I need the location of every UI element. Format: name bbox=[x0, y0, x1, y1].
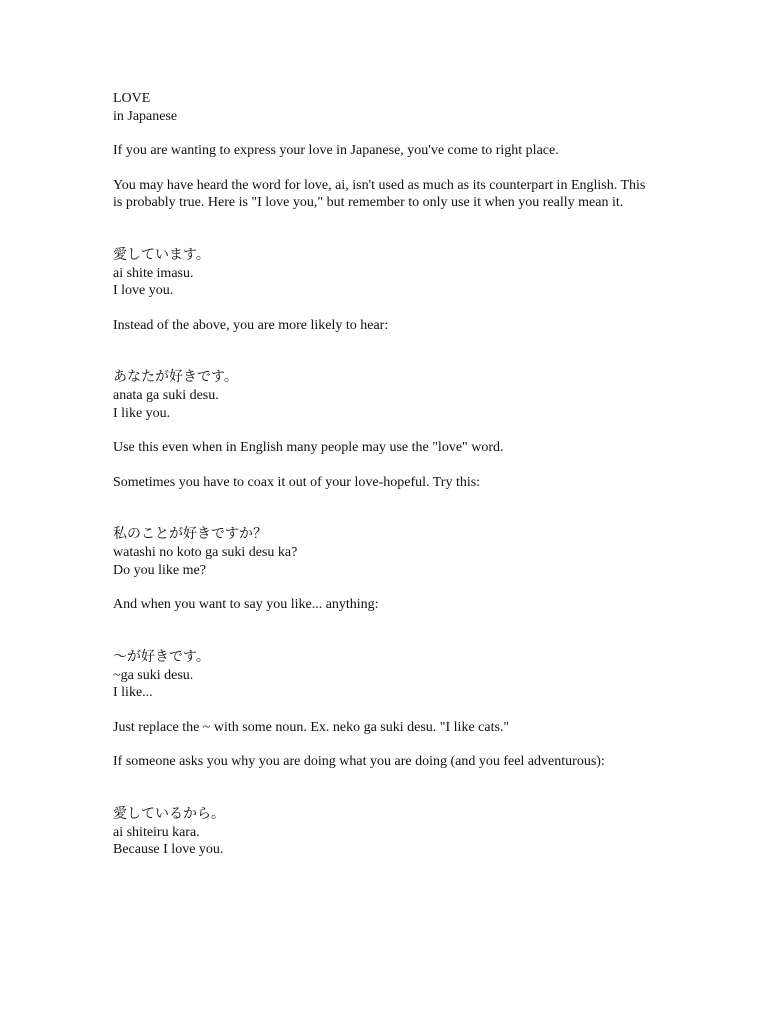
phrase-english: I like... bbox=[113, 685, 153, 700]
phrase-english: Because I love you. bbox=[113, 842, 224, 857]
intro-paragraph: If you are wanting to express your love in Japanese, you've come to right place. bbox=[113, 143, 559, 158]
explanation-paragraph: You may have heard the word for love, ai, isn't used as much as its counterpart in English. This is probably true. Here is "I love you," but remember to only use it when you really mean it. bbox=[113, 177, 646, 210]
phrase-note: Use this even when in English many people may use the "love" word. bbox=[113, 440, 504, 455]
phrase-english: Do you like me? bbox=[113, 562, 206, 578]
phrase-japanese: 私のことが好きですか？ bbox=[113, 526, 267, 542]
phrase-note: If someone asks you why you are doing what you are doing (and you feel adventurous): bbox=[113, 754, 605, 769]
phrase-note: Instead of the above, you are more likely to hear: bbox=[113, 317, 389, 333]
phrase-japanese: 愛しています。 bbox=[113, 246, 210, 263]
phrase-romaji: ai shite imasu. bbox=[113, 265, 194, 281]
document-subtitle: in Japanese bbox=[113, 108, 178, 124]
phrase-note: And when you want to say you like... anything: bbox=[113, 597, 379, 612]
phrase-note: Just replace the ~ with some noun. Ex. neko ga suki desu. "I like cats." bbox=[113, 719, 510, 735]
phrase-romaji: anata ga suki desu. bbox=[113, 388, 219, 403]
document-body bbox=[113, 90, 653, 859]
phrase-english: I love you. bbox=[113, 283, 174, 298]
phrase-japanese: ～が好きです。 bbox=[113, 648, 210, 665]
phrase-romaji: watashi no koto ga suki desu ka? bbox=[113, 545, 298, 560]
phrase-japanese: 愛しているから。 bbox=[113, 805, 225, 822]
phrase-note: Sometimes you have to coax it out of your love-hopeful. Try this: bbox=[113, 474, 481, 490]
phrase-romaji: ai shiteiru kara. bbox=[113, 824, 200, 840]
phrase-japanese: あなたが好きです。 bbox=[113, 369, 238, 385]
phrase-english: I like you. bbox=[113, 405, 171, 421]
phrase-romaji: ~ga suki desu. bbox=[113, 667, 194, 683]
document-title: LOVE bbox=[113, 91, 151, 106]
